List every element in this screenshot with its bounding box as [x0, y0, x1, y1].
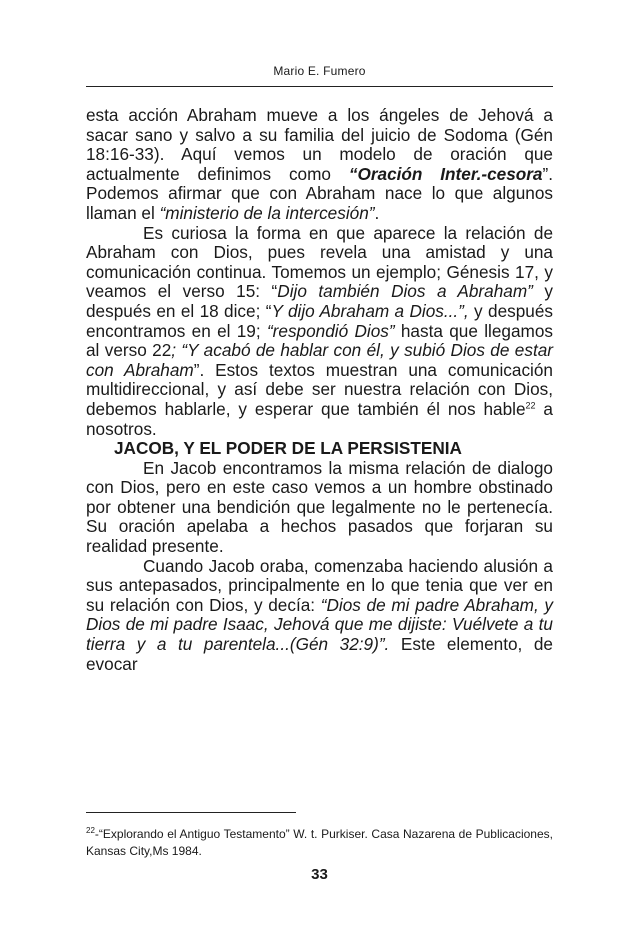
body-text [86, 106, 553, 674]
p4-text-2: Este elemento, de evocar [86, 634, 553, 674]
p1-emphasis-ministerio: “ministerio de la intercesión” [159, 202, 375, 223]
paragraph-1 [86, 106, 553, 224]
page-number: 33 [311, 866, 328, 883]
p4-quote: “Dios de mi padre Abraham, y Dios de mi padre Isaac, Jehová que me dijiste: Vuélvete a tu tierra y a tu parentela...(Gén 32:9)”. [86, 594, 553, 655]
footnote-number: 22 [86, 826, 95, 835]
paragraph-4 [86, 557, 553, 675]
section-heading: JACOB, Y EL PODER DE LA PERSISTENIA [114, 438, 462, 459]
p3-text-1: En Jacob encontramos la misma relación de dialogo con Dios, pero en este caso vemos a un hombre obstinado por obtener una bendición que legalmente no le pertenecía. Su oración apelaba a hechos pasados que forjaran su realidad presente. [86, 457, 553, 557]
paragraph-2 [86, 224, 553, 440]
p2-text-3: y después encontramos en el 19; [86, 300, 553, 341]
footnote [86, 826, 553, 860]
footnote-reference[interactable]: 22 [525, 400, 536, 411]
p1-text-2: ”. Podemos afirmar que con Abraham nace lo que algunos llaman el [86, 163, 553, 223]
p2-quote-1: Dijo también Dios a Abraham” [277, 281, 533, 302]
p1-text-3: . [374, 202, 380, 223]
p4-text-1: Cuando Jacob oraba, comenzaba haciendo alusión a sus antepasados, principalmente en lo que tenia que ver en su relación con Dios, y decía: [86, 555, 553, 615]
p2-text-6: a nosotros. [86, 398, 553, 439]
p2-text-2: y después en el 18 dice; “ [86, 281, 554, 321]
p2-quote-4: ; “Y acabó de hablar con él, y subió Dios de estar con Abraham [86, 340, 554, 380]
p2-text-1: Es curiosa la forma en que aparece la relación de Abraham con Dios, pues revela una amistad y una comunicación continua. Tomemos un ejemplo; Génesis 17, y veamos el verso 15: “ [86, 222, 553, 302]
p2-quote-3: “respondió Dios” [266, 320, 395, 341]
footnote-text: -“Explorando el Antiguo Testamento” W. t. Purkiser. Casa Nazarena de Publicaciones, Kansas City,Ms 1984. [86, 827, 553, 858]
paragraph-3 [86, 459, 553, 557]
running-header: Mario E. Fumero [273, 64, 366, 78]
p1-emphasis-intercesora: “Oración Inter.-cesora [348, 163, 543, 184]
p2-text-5: ”. Estos textos muestran una comunicación multidireccional, y así debe ser nuestra relación con Dios, debemos hablarle, y esperar que también él nos hable [86, 359, 553, 419]
footnote-divider [86, 812, 296, 813]
p2-text-4: hasta que llegamos al verso 22 [86, 320, 553, 361]
p1-text-1: esta acción Abraham mueve a los ángeles de Jehová a sacar sano y salvo a su familia del juicio de Sodoma (Gén 18:16-33). Aquí vemos un modelo de oración que actualmente definimos como [86, 105, 553, 184]
header-divider [86, 86, 553, 87]
p2-quote-2: Y dijo Abraham a Dios...”, [271, 300, 469, 321]
